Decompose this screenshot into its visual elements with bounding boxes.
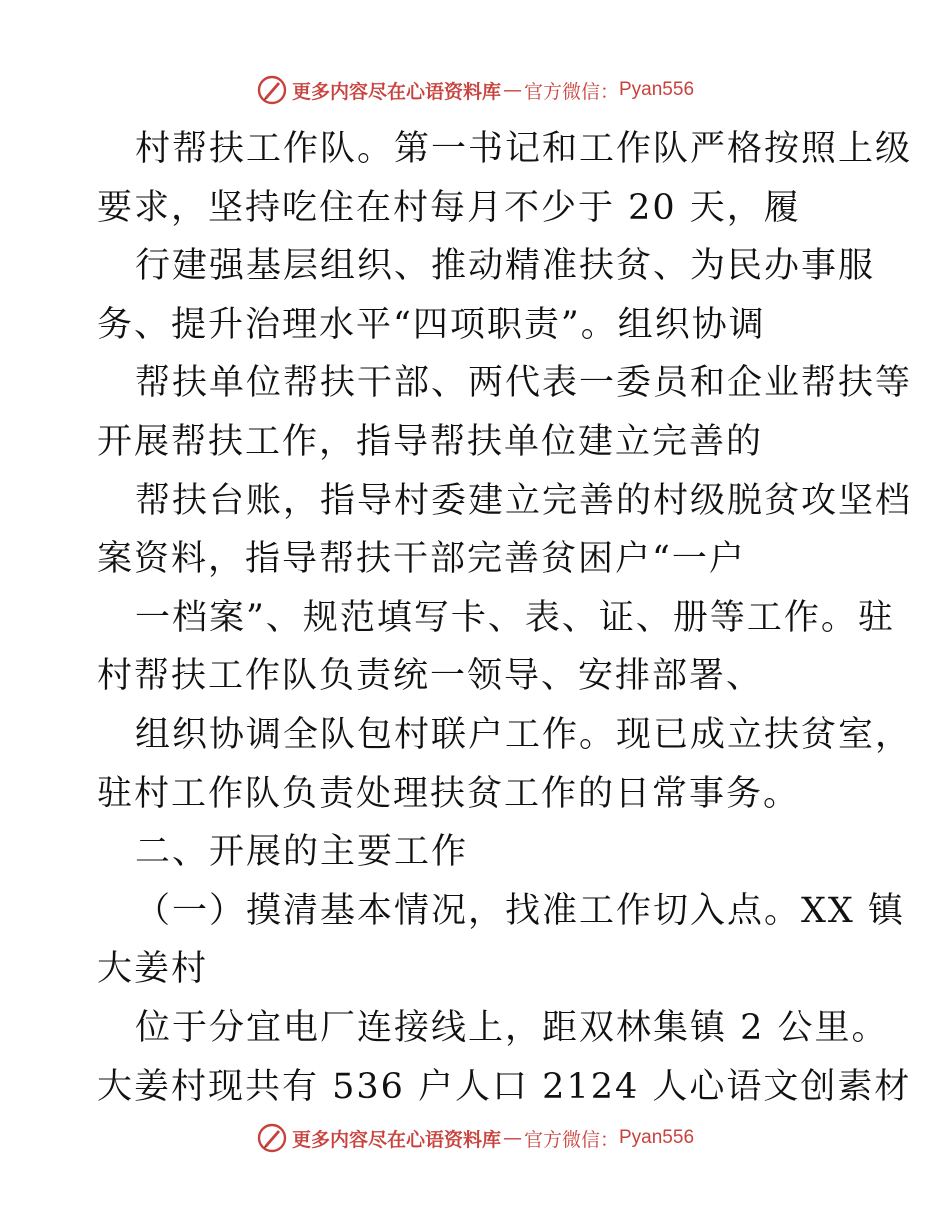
quill-logo-icon bbox=[256, 1122, 288, 1154]
text-line: 驻村工作队负责处理扶贫工作的日常事务。 bbox=[97, 773, 801, 814]
subsection-heading: （一）摸清基本情况，找准工作切入点。XX 镇 bbox=[135, 890, 905, 931]
text-line: 位于分宜电厂连接线上，距双林集镇 2 公里。 bbox=[135, 1007, 889, 1048]
text-line: 行建强基层组织、推动精准扶贫、为民办事服 bbox=[135, 246, 876, 287]
text-line: 帮扶台账，指导村委建立完善的村级脱贫攻坚档 bbox=[135, 480, 913, 521]
watermark-separator: — bbox=[502, 1127, 522, 1149]
text-line: 务、提升治理水平“四项职责”。组织协调 bbox=[97, 304, 766, 345]
watermark-wechat-id: Pyan556 bbox=[619, 1127, 695, 1148]
section-heading: 二、开展的主要工作 bbox=[135, 832, 469, 873]
footer-watermark bbox=[0, 1118, 950, 1158]
text-line: 一档案”、规范填写卡、表、证、册等工作。驻 bbox=[135, 597, 895, 638]
watermark-wechat-id: Pyan556 bbox=[619, 79, 695, 100]
watermark-wechat-label: 官方微信： bbox=[523, 80, 619, 103]
text-line: 村帮扶工作队。第一书记和工作队严格按照上级 bbox=[135, 129, 913, 169]
quill-logo-icon bbox=[256, 74, 288, 106]
text-line: 要求，坚持吃住在村每月不少于 20 天，履 bbox=[97, 187, 801, 228]
text-line: 帮扶单位帮扶干部、两代表一委员和企业帮扶等 bbox=[135, 363, 913, 404]
text-line: 大姜村现共有 536 户人口 2124 人心语文创素材 bbox=[97, 1066, 912, 1107]
watermark-brand: 更多内容尽在心语资料库 bbox=[291, 80, 501, 103]
watermark-wechat-label: 官方微信： bbox=[523, 1128, 619, 1151]
text-line: 村帮扶工作队负责统一领导、安排部署、 bbox=[97, 656, 764, 697]
watermark-brand: 更多内容尽在心语资料库 bbox=[291, 1128, 501, 1151]
text-line: 组织协调全队包村联户工作。现已成立扶贫室， bbox=[135, 714, 913, 755]
header-watermark bbox=[0, 70, 950, 110]
text-line: 大姜村 bbox=[97, 949, 209, 990]
text-line: 案资料，指导帮扶干部完善贫困户“一户 bbox=[97, 539, 746, 580]
text-line: 开展帮扶工作，指导帮扶单位建立完善的 bbox=[97, 421, 764, 462]
watermark-separator: — bbox=[502, 79, 522, 101]
document-body bbox=[97, 120, 913, 1116]
